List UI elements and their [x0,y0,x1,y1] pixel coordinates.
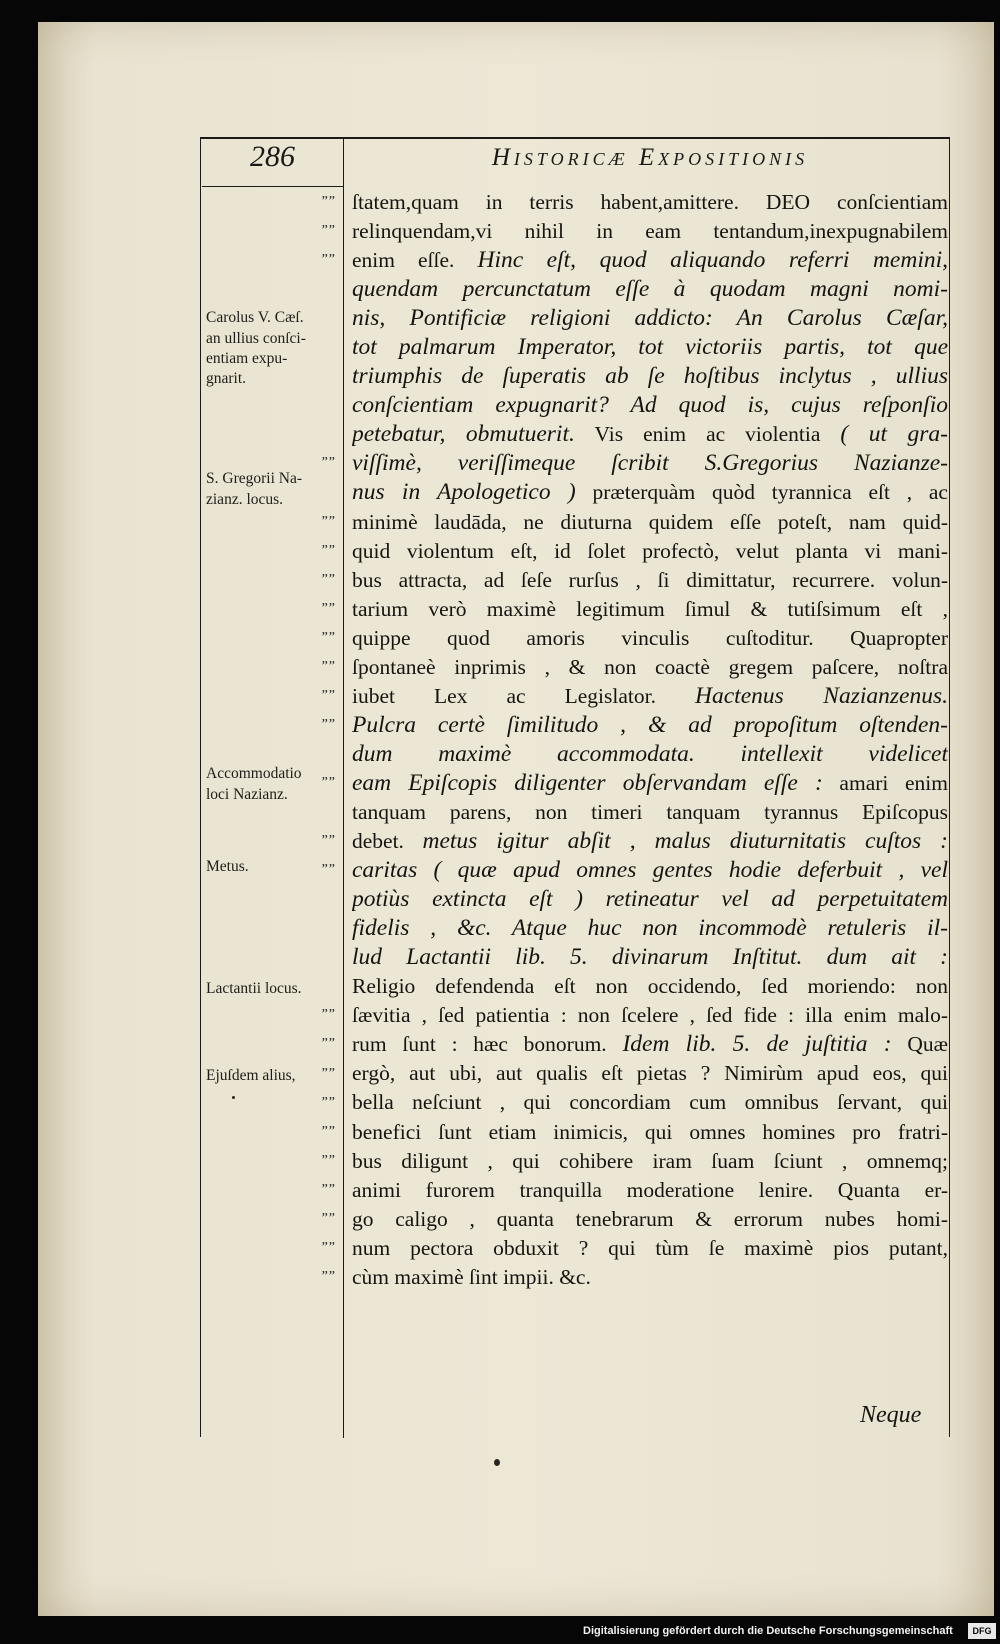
text-line: nis, Pontificiæ religioni addicto: An Carolus Cæſar, [352,305,948,332]
text-line: cùm maximè ſint impii. &c. [352,1264,591,1289]
quote-mark: ”” [321,1268,336,1284]
quote-mark: ”” [321,1181,336,1197]
quote-mark: ”” [321,1123,336,1139]
text-line: eam Epiſcopis diligenter obſervandam eſſe : amari enim [352,769,948,796]
quote-mark: ”” [321,1036,336,1052]
text-line: enim eſſe. Hinc eſt, quod aliquando referri memini, [352,247,948,274]
margin-column-rule [343,138,344,1438]
running-title: Historicæ Expositionis [491,144,809,171]
quote-mark: ”” [321,542,336,558]
text-line: animi furorem tranquilla moderatione lenire. Quanta er- [352,1177,948,1202]
quote-mark: ”” [321,1152,336,1168]
text-line: petebatur, obmutuerit. Vis enim ac violentia ( ut gra- [352,421,948,448]
quote-mark: ”” [321,1007,336,1023]
margin-header-rule [202,186,343,187]
text-line: ſævitia , ſed patientia : non ſcelere , ſed fide : illa enim malo- [352,1003,948,1028]
ink-dot [232,1096,235,1099]
text-line: bella neſciunt , qui concordiam cum omnibus ſervant, qui [352,1090,948,1115]
text-line: tot palmarum Imperator, tot victoriis partis, tot que [352,334,948,361]
marginal-note: Ejuſdem alius, [206,1067,296,1085]
quote-mark: ”” [321,862,336,878]
text-line: num pectora obduxit ? qui tùm ſe maximè pios putant, [352,1235,948,1260]
text-line: triumphis de ſuperatis ab ſe hoſtibus inclytus , ullius [352,363,948,390]
quote-mark: ”” [321,252,336,268]
page-number: 286 [250,140,295,173]
text-line: bus attracta, ad ſeſe rurſus , ſi dimittatur, recurrere. volun- [352,567,948,592]
marginal-note: loci Nazianz. [206,785,288,803]
text-line: ſpontaneè inprimis , & non coactè gregem paſcere, noſtra [352,654,948,679]
quote-mark: ”” [321,1210,336,1226]
digitization-credit: Digitalisierung gefördert durch die Deutsche Forschungsgemeinschaft [583,1625,953,1637]
text-line: quippe quod amoris vinculis cuſtoditur. Quapropter [352,625,948,650]
marginal-note: Lactantii locus. [206,980,302,998]
quote-mark: ”” [321,1239,336,1255]
main-text-body [352,188,948,1292]
quote-mark: ”” [321,687,336,703]
text-line: caritas ( quæ apud omnes gentes hodie deferbuit , vel [352,857,948,884]
text-line: minimè laudāda, ne diuturna quidem eſſe poteſt, nam quid- [352,509,948,534]
quote-mark: ”” [321,1065,336,1081]
marginal-note: an ullius conſci- [206,329,306,347]
dfg-logo: DFG [968,1623,996,1639]
quote-mark: ”” [321,833,336,849]
text-line: conſcientiam expugnarit? Ad quod is, cujus reſponſio [352,392,948,419]
quote-mark: ”” [321,571,336,587]
quote-mark: ”” [321,1094,336,1110]
marginal-note: gnarit. [206,370,247,388]
text-line: Religio defendenda eſt non occidendo, ſed moriendo: non [352,974,948,999]
quote-mark: ”” [321,775,336,790]
quote-mark: ”” [321,194,336,209]
text-line: tarium verò maximè legitimum ſimul & tutiſsimum eſt , [352,596,948,621]
quote-mark: ”” [321,513,336,529]
text-line: bus diligunt , qui cohibere iram ſuam ſciunt , omnemq; [352,1148,948,1173]
text-line: Pulcra certè ſimilitudo , & ad propoſitum oſtenden- [352,711,948,738]
quote-mark: ”” [321,455,336,471]
text-line: viſſimè, veriſſimeque ſcribit S.Gregorius Nazianze- [352,450,948,477]
marginal-note: entiam expu- [206,349,288,367]
text-line: quendam percunctatum eſſe à quodam magni nomi- [352,276,948,303]
marginal-note: S. Gregorii Na- [206,470,302,488]
ink-dot [494,1459,500,1466]
marginal-note: Metus. [206,858,249,876]
quote-mark: ”” [321,716,336,732]
text-line: tanquam parens, non timeri tanquam tyrannus Epiſcopus [352,799,948,824]
text-line: iubet Lex ac Legislator. Hactenus Nazianzenus. [352,682,948,709]
text-line: nus in Apologetico ) præterquàm quòd tyrannica eſt , ac [352,479,948,506]
text-line: lud Lactantii lib. 5. divinarum Inſtitut. dum ait : [352,944,948,971]
text-line: dum maximè accommodata. intellexit videlicet [352,740,948,767]
quote-mark: ”” [321,223,336,239]
text-line: potiùs extincta eſt ) retineatur vel ad perpetuitatem [352,886,948,913]
text-line: fidelis , &c. Atque huc non incommodè retuleris il- [352,915,948,942]
quote-mark: ”” [321,629,336,645]
text-line: debet. metus igitur abſit , malus diuturnitatis cuſtos : [352,828,948,855]
marginal-note: Accommodatio [206,765,302,783]
marginal-note: zianz. locus. [206,490,284,508]
marginal-note: Carolus V. Cæſ. [206,309,304,327]
text-line: quid violentum eſt, id ſolet profectò, velut planta vi mani- [352,538,948,563]
text-line: benefici ſunt etiam inimicis, qui omnes homines pro fratri- [352,1119,948,1144]
catchword: Neque [860,1402,922,1428]
quote-mark: ”” [321,658,336,674]
text-line: go caligo , quanta tenebrarum & errorum nubes homi- [352,1206,948,1231]
text-line: rum ſunt : hæc bonorum. Idem lib. 5. de juſtitia : Quæ [352,1031,948,1058]
quote-mark: ”” [321,600,336,616]
text-line: ſtatem,quam in terris habent,amittere. DEO conſcientiam [352,190,948,214]
text-line: ergò, aut ubi, aut qualis eſt pietas ? Nimirùm apud eos, qui [352,1061,948,1086]
text-line: relinquendam,vi nihil in eam tentandum,inexpugnabilem [352,219,948,244]
